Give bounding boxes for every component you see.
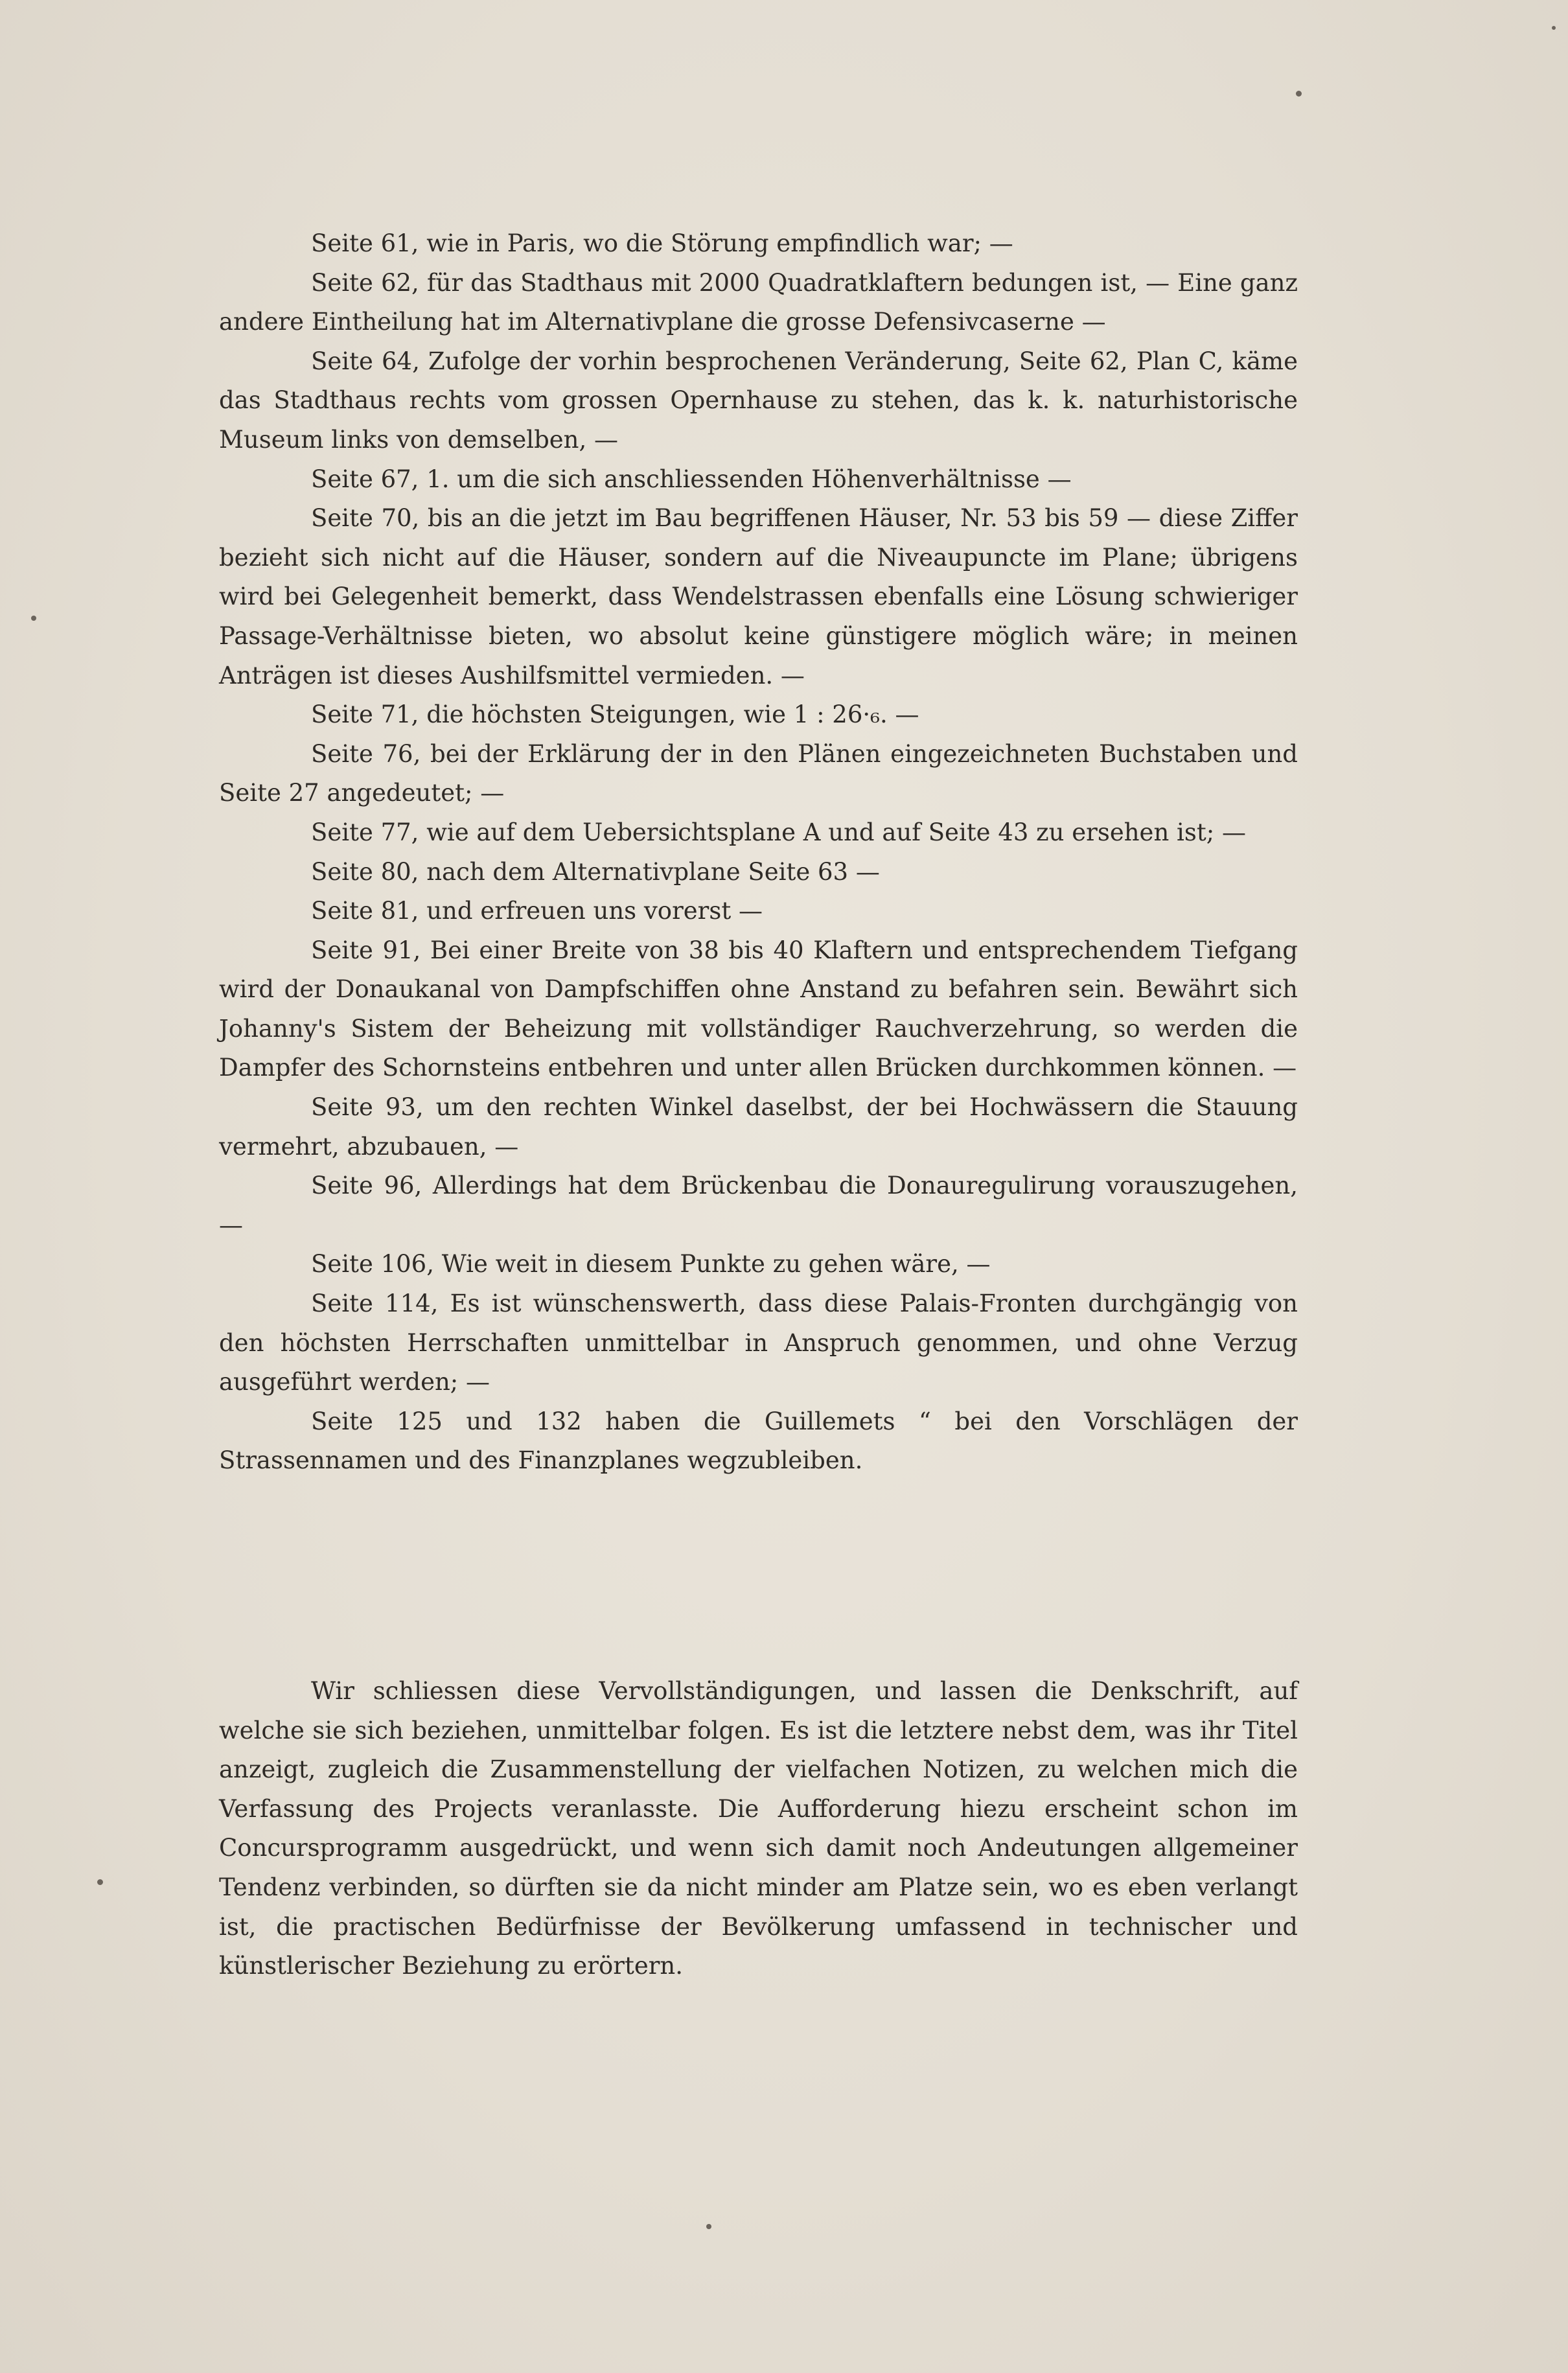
note-paragraph: Seite 77, wie auf dem Uebersichtsplane A und auf Seite 43 zu ersehen ist; — xyxy=(311,818,1246,846)
note-paragraph: Seite 93, um den rechten Winkel daselbst, der bei Hochwässern die Stauung vermehrt, abzubauen, — xyxy=(219,1093,1298,1161)
note-paragraph: Seite 81, und erfreuen uns vorerst — xyxy=(311,897,763,925)
note-paragraph: Seite 91, Bei einer Breite von 38 bis 40 Klaftern und entsprechendem Tiefgang wird der Donaukanal von Dampfschiffen ohne Anstand zu befahren sein. Bewährt sich Johanny's Sistem der Beheizung mit vollständiger Rauchverzehrung, so werden die Dampfer des Schornsteins entbehren und unter allen Brücken durchkommen können. — xyxy=(219,936,1298,1082)
paper-speck xyxy=(706,2224,711,2229)
note-paragraph: Seite 114, Es ist wünschenswerth, dass diese Palais-Fronten durchgängig von den höchsten Herrschaften unmittelbar in Anspruch genommen, und ohne Verzug ausgeführt werden; — xyxy=(219,1290,1298,1396)
note-paragraph: Seite 67, 1. um die sich anschliessenden Höhenverhältnisse — xyxy=(311,465,1072,493)
paper-speck xyxy=(1552,26,1556,30)
note-paragraph: Seite 70, bis an die jetzt im Bau begriffenen Häuser, Nr. 53 bis 59 — diese Ziffer bezieht sich nicht auf die Häuser, sondern auf die Niveaupuncte im Plane; übrigens wird bei Gelegenheit bemerkt, dass Wendelstrassen ebenfalls eine Lösung schwieriger Passage-Verhältnisse bieten, wo absolut keine günstigere möglich wäre; in meinen Anträgen ist dieses Aushilfsmittel vermieden. — xyxy=(219,504,1298,689)
paper-speck xyxy=(97,1879,103,1885)
note-paragraph: Seite 125 und 132 haben die Guillemets “ bei den Vorschlägen der Strassennamen und des Finanzplanes wegzubleiben. xyxy=(219,1407,1298,1475)
note-paragraph: Seite 64, Zufolge der vorhin besprochenen Veränderung, Seite 62, Plan C, käme das Stadthaus rechts vom grossen Opernhause zu stehen, das k. k. naturhistorische Museum links von demselben, — xyxy=(219,347,1298,454)
note-paragraph: Seite 62, für das Stadthaus mit 2000 Quadratklaftern bedungen ist, — Eine ganz andere Eintheilung hat im Alternativplane die grosse Defensivcaserne — xyxy=(219,268,1298,336)
page-notes-section xyxy=(219,224,1298,1481)
closing-paragraph: Wir schliessen diese Vervollständigungen, und lassen die Denkschrift, auf welche sie sich beziehen, unmittelbar folgen. Es ist die letztere nebst dem, was ihr Titel anzeigt, zugleich die Zusammenstellung der vielfachen Notizen, zu welchen mich die Verfassung des Projects veranlasste. Die Aufforderung hiezu erscheint schon im Concursprogramm ausgedrückt, und wenn sich damit noch Andeutungen allgemeiner Tendenz verbinden, so dürften sie da nicht minder am Platze sein, wo es eben verlangt ist, die practischen Bedürfnisse der Bevölkerung umfassend in technischer und künstlerischer Beziehung zu erörtern. xyxy=(219,1677,1298,1980)
note-paragraph: Seite 106, Wie weit in diesem Punkte zu gehen wäre, — xyxy=(311,1250,991,1279)
note-paragraph: Seite 61, wie in Paris, wo die Störung empfindlich war; — xyxy=(311,229,1013,257)
paper-speck xyxy=(1296,91,1302,97)
note-paragraph: Seite 71, die höchsten Steigungen, wie 1 : 26·₆. — xyxy=(311,700,919,729)
note-paragraph: Seite 96, Allerdings hat dem Brückenbau die Donauregulirung vorauszugehen, — xyxy=(219,1172,1298,1239)
note-paragraph: Seite 76, bei der Erklärung der in den Plänen eingezeichneten Buchstaben und Seite 27 angedeutet; — xyxy=(219,739,1298,807)
paper-speck xyxy=(31,616,36,621)
note-paragraph: Seite 80, nach dem Alternativplane Seite 63 — xyxy=(311,857,880,886)
closing-section xyxy=(219,1672,1298,1986)
